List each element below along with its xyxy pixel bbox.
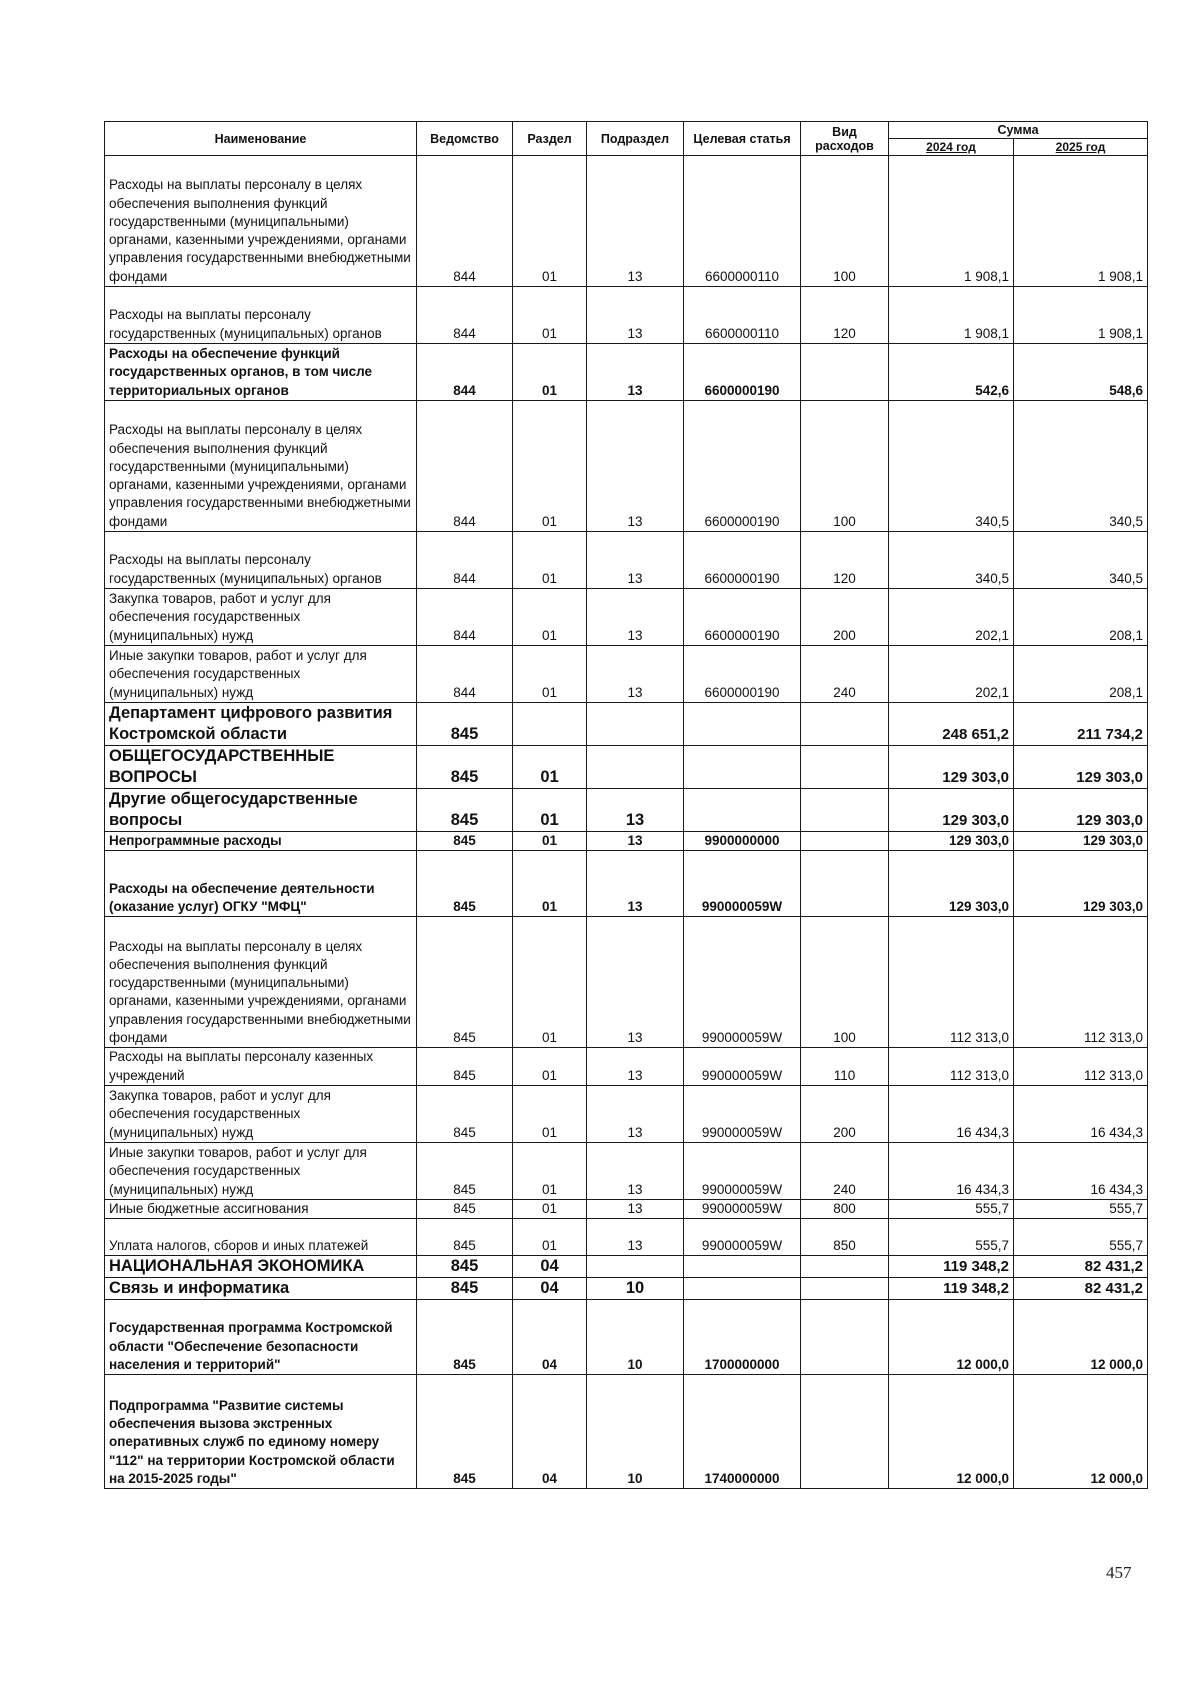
table-cell-name: Расходы на выплаты персоналу в целях обеспечения выполнения функций государственными (муниципальными) органами, казенными учреждениями, органами управления государственными внебюджетными фондами — [105, 401, 417, 532]
table-cell-celevaya: 990000059W — [684, 917, 801, 1048]
table-cell-2025: 12 000,0 — [1014, 1300, 1148, 1375]
table-cell-name: Уплата налогов, сборов и иных платежей — [105, 1219, 417, 1256]
table-cell-vedomstvo: 845 — [417, 789, 513, 832]
table-row — [105, 1199, 1148, 1218]
table-cell-2025: 555,7 — [1014, 1219, 1148, 1256]
table-cell-vid: 200 — [801, 1085, 889, 1142]
table-cell-celevaya: 990000059W — [684, 851, 801, 917]
header-name: Наименование — [105, 122, 417, 156]
table-cell-vedomstvo: 844 — [417, 156, 513, 287]
table-cell-razdel: 01 — [513, 646, 587, 703]
table-cell-name: Непрограммные расходы — [105, 832, 417, 851]
table-cell-vedomstvo: 844 — [417, 401, 513, 532]
table-cell-vid: 800 — [801, 1199, 889, 1218]
table-cell-vid: 100 — [801, 156, 889, 287]
table-cell-vid — [801, 851, 889, 917]
table-cell-podrazdel: 13 — [587, 401, 684, 532]
table-cell-celevaya — [684, 703, 801, 746]
table-cell-2024: 555,7 — [889, 1199, 1014, 1218]
table-cell-podrazdel: 13 — [587, 344, 684, 401]
table-cell-podrazdel: 13 — [587, 1219, 684, 1256]
table-cell-vedomstvo: 845 — [417, 1375, 513, 1489]
table-cell-razdel: 01 — [513, 832, 587, 851]
table-cell-podrazdel: 13 — [587, 532, 684, 589]
table-cell-razdel — [513, 703, 587, 746]
table-cell-podrazdel: 13 — [587, 646, 684, 703]
table-cell-2024: 119 348,2 — [889, 1278, 1014, 1300]
table-cell-2024: 129 303,0 — [889, 832, 1014, 851]
table-cell-2024: 16 434,3 — [889, 1085, 1014, 1142]
table-cell-vedomstvo: 845 — [417, 1048, 513, 1086]
table-cell-name: Иные закупки товаров, работ и услуг для обеспечения государственных (муниципальных) нужд — [105, 646, 417, 703]
table-row — [105, 1048, 1148, 1086]
table-cell-celevaya: 1700000000 — [684, 1300, 801, 1375]
table-cell-podrazdel: 13 — [587, 589, 684, 646]
table-row — [105, 746, 1148, 789]
table-cell-2024: 542,6 — [889, 344, 1014, 401]
table-cell-vid: 240 — [801, 1142, 889, 1199]
table-cell-podrazdel: 13 — [587, 832, 684, 851]
table-cell-name: Департамент цифрового развития Костромской области — [105, 703, 417, 746]
table-row — [105, 287, 1148, 344]
table-row — [105, 703, 1148, 746]
table-row — [105, 832, 1148, 851]
table-row — [105, 917, 1148, 1048]
table-cell-vedomstvo: 844 — [417, 532, 513, 589]
table-cell-razdel: 04 — [513, 1375, 587, 1489]
table-cell-celevaya: 6600000190 — [684, 401, 801, 532]
table-cell-vid — [801, 789, 889, 832]
table-cell-name: Другие общегосударственные вопросы — [105, 789, 417, 832]
table-cell-2024: 129 303,0 — [889, 789, 1014, 832]
table-cell-name: Расходы на обеспечение деятельности (оказание услуг) ОГКУ "МФЦ" — [105, 851, 417, 917]
table-cell-vid — [801, 1375, 889, 1489]
table-cell-vid: 110 — [801, 1048, 889, 1086]
table-cell-vedomstvo: 845 — [417, 1278, 513, 1300]
table-cell-celevaya: 6600000110 — [684, 287, 801, 344]
table-cell-2025: 1 908,1 — [1014, 156, 1148, 287]
table-cell-vid — [801, 344, 889, 401]
table-cell-vid — [801, 1300, 889, 1375]
table-cell-razdel: 01 — [513, 401, 587, 532]
table-cell-vid: 850 — [801, 1219, 889, 1256]
header-razdel: Раздел — [513, 122, 587, 156]
table-cell-2024: 112 313,0 — [889, 917, 1014, 1048]
table-cell-podrazdel: 10 — [587, 1300, 684, 1375]
table-cell-celevaya: 990000059W — [684, 1199, 801, 1218]
table-cell-vid: 120 — [801, 287, 889, 344]
table-cell-name: Расходы на выплаты персоналу в целях обеспечения выполнения функций государственными (муниципальными) органами, казенными учреждениями, органами управления государственными внебюджетными фондами — [105, 156, 417, 287]
table-row — [105, 589, 1148, 646]
table-cell-razdel: 01 — [513, 917, 587, 1048]
table-cell-2025: 16 434,3 — [1014, 1085, 1148, 1142]
table-cell-podrazdel: 13 — [587, 1142, 684, 1199]
table-cell-2024: 1 908,1 — [889, 156, 1014, 287]
table-cell-celevaya: 990000059W — [684, 1219, 801, 1256]
table-cell-razdel: 01 — [513, 1142, 587, 1199]
table-cell-2025: 208,1 — [1014, 646, 1148, 703]
table-cell-2025: 82 431,2 — [1014, 1278, 1148, 1300]
table-cell-vedomstvo: 845 — [417, 1142, 513, 1199]
table-cell-2024: 1 908,1 — [889, 287, 1014, 344]
table-row — [105, 646, 1148, 703]
table-cell-2025: 340,5 — [1014, 401, 1148, 532]
table-cell-2024: 340,5 — [889, 532, 1014, 589]
table-cell-2025: 82 431,2 — [1014, 1256, 1148, 1278]
table-cell-2024: 202,1 — [889, 589, 1014, 646]
table-cell-2025: 1 908,1 — [1014, 287, 1148, 344]
table-cell-2025: 129 303,0 — [1014, 746, 1148, 789]
table-cell-razdel: 01 — [513, 851, 587, 917]
table-cell-podrazdel: 10 — [587, 1375, 684, 1489]
table-cell-vedomstvo: 844 — [417, 646, 513, 703]
table-cell-vid: 100 — [801, 401, 889, 532]
table-cell-2024: 202,1 — [889, 646, 1014, 703]
header-summa: Сумма — [889, 122, 1148, 139]
table-cell-podrazdel: 13 — [587, 851, 684, 917]
table-cell-2025: 16 434,3 — [1014, 1142, 1148, 1199]
table-cell-name: Иные закупки товаров, работ и услуг для обеспечения государственных (муниципальных) нужд — [105, 1142, 417, 1199]
table-cell-podrazdel: 13 — [587, 156, 684, 287]
table-cell-celevaya: 6600000190 — [684, 646, 801, 703]
table-cell-razdel: 01 — [513, 589, 587, 646]
table-cell-name: Расходы на выплаты персоналу в целях обеспечения выполнения функций государственными (муниципальными) органами, казенными учреждениями, органами управления государственными внебюджетными фондами — [105, 917, 417, 1048]
table-cell-name: Расходы на выплаты персоналу государственных (муниципальных) органов — [105, 287, 417, 344]
table-cell-razdel: 01 — [513, 746, 587, 789]
table-cell-name: Расходы на выплаты персоналу государственных (муниципальных) органов — [105, 532, 417, 589]
table-cell-podrazdel: 13 — [587, 1085, 684, 1142]
table-cell-vedomstvo: 845 — [417, 1219, 513, 1256]
table-row — [105, 1085, 1148, 1142]
table-cell-celevaya: 9900000000 — [684, 832, 801, 851]
table-row — [105, 532, 1148, 589]
table-cell-razdel: 04 — [513, 1278, 587, 1300]
table-cell-vid: 100 — [801, 917, 889, 1048]
table-cell-vid: 240 — [801, 646, 889, 703]
table-cell-podrazdel: 10 — [587, 1278, 684, 1300]
header-vedomstvo: Ведомство — [417, 122, 513, 156]
table-cell-name: Государственная программа Костромской области "Обеспечение безопасности населения и территорий" — [105, 1300, 417, 1375]
table-cell-name: НАЦИОНАЛЬНАЯ ЭКОНОМИКА — [105, 1256, 417, 1278]
table-cell-name: Закупка товаров, работ и услуг для обеспечения государственных (муниципальных) нужд — [105, 589, 417, 646]
table-cell-razdel: 01 — [513, 1199, 587, 1218]
table-cell-vedomstvo: 845 — [417, 1199, 513, 1218]
table-cell-name: ОБЩЕГОСУДАРСТВЕННЫЕ ВОПРОСЫ — [105, 746, 417, 789]
table-cell-2025: 340,5 — [1014, 532, 1148, 589]
table-row — [105, 1375, 1148, 1489]
table-cell-2025: 112 313,0 — [1014, 917, 1148, 1048]
table-cell-razdel: 01 — [513, 532, 587, 589]
table-cell-podrazdel: 13 — [587, 789, 684, 832]
table-cell-vid: 120 — [801, 532, 889, 589]
table-cell-vid — [801, 1278, 889, 1300]
table-cell-2024: 12 000,0 — [889, 1300, 1014, 1375]
table-cell-name: Подпрограмма "Развитие системы обеспечения вызова экстренных оперативных служб по единому номеру "112" на территории Костромской области на 2015-2025 годы" — [105, 1375, 417, 1489]
table-cell-vedomstvo: 845 — [417, 851, 513, 917]
table-cell-2024: 119 348,2 — [889, 1256, 1014, 1278]
budget-table — [104, 121, 1148, 1489]
table-cell-2025: 129 303,0 — [1014, 832, 1148, 851]
table-cell-2025: 12 000,0 — [1014, 1375, 1148, 1489]
table-cell-podrazdel — [587, 703, 684, 746]
table-cell-celevaya: 990000059W — [684, 1085, 801, 1142]
table-cell-vid — [801, 832, 889, 851]
table-row — [105, 1219, 1148, 1256]
table-cell-vedomstvo: 844 — [417, 344, 513, 401]
table-cell-celevaya — [684, 746, 801, 789]
table-cell-podrazdel: 13 — [587, 1199, 684, 1218]
table-row — [105, 1256, 1148, 1278]
table-cell-podrazdel: 13 — [587, 287, 684, 344]
table-cell-podrazdel: 13 — [587, 917, 684, 1048]
table-cell-2025: 548,6 — [1014, 344, 1148, 401]
table-cell-razdel: 01 — [513, 1085, 587, 1142]
table-cell-2025: 208,1 — [1014, 589, 1148, 646]
table-cell-celevaya: 6600000190 — [684, 344, 801, 401]
table-cell-celevaya: 6600000190 — [684, 589, 801, 646]
header-2024: 2024 год — [889, 139, 1014, 156]
header-vid: Вид расходов — [801, 122, 889, 156]
table-cell-vedomstvo: 845 — [417, 746, 513, 789]
table-cell-razdel: 01 — [513, 344, 587, 401]
page-number-label: 457 — [1106, 1563, 1132, 1582]
table-cell-2025: 211 734,2 — [1014, 703, 1148, 746]
table-cell-2024: 248 651,2 — [889, 703, 1014, 746]
table-cell-celevaya: 1740000000 — [684, 1375, 801, 1489]
table-cell-2024: 112 313,0 — [889, 1048, 1014, 1086]
table-row — [105, 851, 1148, 917]
table-cell-2024: 129 303,0 — [889, 746, 1014, 789]
table-cell-celevaya — [684, 1278, 801, 1300]
table-cell-vedomstvo: 845 — [417, 1256, 513, 1278]
table-cell-podrazdel — [587, 1256, 684, 1278]
table-row — [105, 156, 1148, 287]
table-cell-razdel: 01 — [513, 789, 587, 832]
table-cell-name: Связь и информатика — [105, 1278, 417, 1300]
table-cell-podrazdel — [587, 746, 684, 789]
table-cell-2024: 12 000,0 — [889, 1375, 1014, 1489]
table-cell-name: Иные бюджетные ассигнования — [105, 1199, 417, 1218]
table-cell-celevaya: 990000059W — [684, 1142, 801, 1199]
table-row — [105, 789, 1148, 832]
table-row — [105, 1142, 1148, 1199]
table-cell-vedomstvo: 845 — [417, 703, 513, 746]
table-cell-2024: 340,5 — [889, 401, 1014, 532]
table-cell-celevaya — [684, 1256, 801, 1278]
table-cell-razdel: 01 — [513, 156, 587, 287]
table-cell-2025: 555,7 — [1014, 1199, 1148, 1218]
table-cell-razdel: 04 — [513, 1300, 587, 1375]
table-cell-vedomstvo: 844 — [417, 589, 513, 646]
header-celevaya: Целевая статья — [684, 122, 801, 156]
table-cell-celevaya: 6600000190 — [684, 532, 801, 589]
table-row — [105, 1300, 1148, 1375]
table-row — [105, 344, 1148, 401]
header-2025: 2025 год — [1014, 139, 1148, 156]
table-cell-name: Расходы на обеспечение функций государственных органов, в том числе территориальных органов — [105, 344, 417, 401]
table-cell-razdel: 01 — [513, 1048, 587, 1086]
table-cell-2024: 129 303,0 — [889, 851, 1014, 917]
table-cell-vedomstvo: 844 — [417, 287, 513, 344]
table-cell-vedomstvo: 845 — [417, 917, 513, 1048]
table-body — [105, 156, 1148, 1489]
table-cell-vedomstvo: 845 — [417, 832, 513, 851]
table-cell-2025: 129 303,0 — [1014, 789, 1148, 832]
table-cell-vedomstvo: 845 — [417, 1085, 513, 1142]
table-cell-vedomstvo: 845 — [417, 1300, 513, 1375]
table-cell-razdel: 04 — [513, 1256, 587, 1278]
table-cell-name: Закупка товаров, работ и услуг для обеспечения государственных (муниципальных) нужд — [105, 1085, 417, 1142]
table-header — [105, 122, 1148, 156]
table-cell-razdel: 01 — [513, 287, 587, 344]
table-cell-celevaya: 6600000110 — [684, 156, 801, 287]
table-cell-vid — [801, 703, 889, 746]
header-podrazdel: Подраздел — [587, 122, 684, 156]
table-cell-celevaya: 990000059W — [684, 1048, 801, 1086]
table-cell-2025: 112 313,0 — [1014, 1048, 1148, 1086]
table-cell-razdel: 01 — [513, 1219, 587, 1256]
table-row — [105, 401, 1148, 532]
table-cell-podrazdel: 13 — [587, 1048, 684, 1086]
table-cell-2025: 129 303,0 — [1014, 851, 1148, 917]
table-cell-name: Расходы на выплаты персоналу казенных учреждений — [105, 1048, 417, 1086]
table-cell-vid — [801, 1256, 889, 1278]
table-cell-2024: 555,7 — [889, 1219, 1014, 1256]
table-row — [105, 1278, 1148, 1300]
table-cell-vid: 200 — [801, 589, 889, 646]
table-cell-celevaya — [684, 789, 801, 832]
table-cell-2024: 16 434,3 — [889, 1142, 1014, 1199]
table-cell-vid — [801, 746, 889, 789]
